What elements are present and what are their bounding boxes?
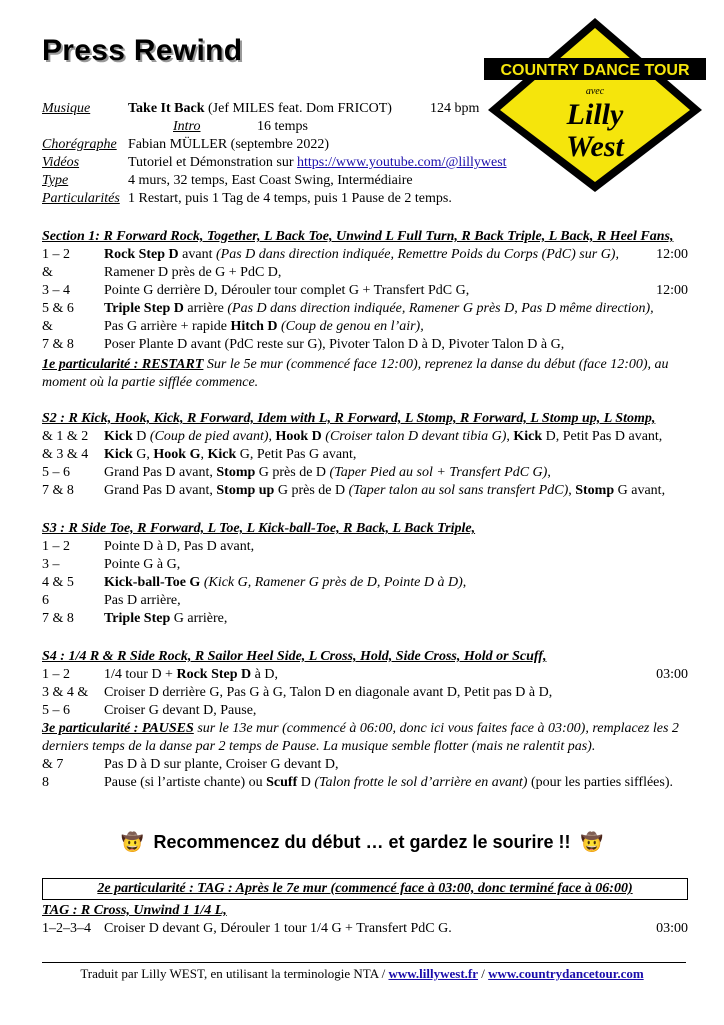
lillywest-link[interactable]: www.lillywest.fr <box>388 966 479 981</box>
info-videos: Vidéos Tutoriel et Démonstration sur https://www.youtube.com/@lillywest <box>42 155 507 170</box>
section4-title: S4 : 1/4 R & R Side Rock, R Sailor Heel Side, L Cross, Hold, Side Cross, Hold or Scuff, <box>42 649 547 664</box>
logo-name1: Lilly <box>566 98 624 131</box>
footer-divider <box>42 962 686 963</box>
tag-title: TAG : R Cross, Unwind 1 1/4 L, <box>42 903 227 918</box>
logo-top-text: COUNTRY DANCE TOUR <box>500 62 690 79</box>
section3-title: S3 : R Side Toe, R Forward, L Toe, L Kick-ball-Toe, R Back, L Back Triple, <box>42 521 476 536</box>
page-title: Press Rewind <box>42 34 243 67</box>
tag-step-1-time: 03:00 <box>656 921 688 936</box>
s1-step-time: 12:00 <box>656 247 688 262</box>
cowboy-icon: 🤠 <box>580 832 603 852</box>
restart-message: 🤠 Recommencez du début … et gardez le sourire !! 🤠 <box>121 832 603 852</box>
section2-title: S2 : R Kick, Hook, Kick, R Forward, Idem with L, R Forward, L Stomp, R Forward, L Stomp up, L Stomp, <box>42 411 656 426</box>
s1-step-time: 12:00 <box>656 283 688 298</box>
info-particularites: Particularités 1 Restart, puis 1 Tag de 4 temps, puis 1 Pause de 2 temps. <box>42 191 452 206</box>
cowboy-icon: 🤠 <box>121 832 144 852</box>
tag-box: 2e particularité : TAG : Après le 7e mur (commencé face à 03:00, donc terminé face à 06:00) <box>42 878 688 900</box>
logo-name2: West <box>566 130 624 163</box>
logo-avec: avec <box>585 86 605 97</box>
country-dance-tour-logo <box>484 14 706 194</box>
info-musique: Musique Take It Back (Jef MILES feat. Dom FRICOT) 124 bpm <box>42 101 480 116</box>
countrydancetour-link[interactable]: www.countrydancetour.com <box>488 966 644 981</box>
restart-note: 1e particularité : RESTART Sur le 5e mur (commencé face 12:00), reprenez la danse du début (face 12:00), au moment où la partie sifflée commence. <box>42 357 669 390</box>
footer: Traduit par Lilly WEST, en utilisant la terminologie NTA / www.lillywest.fr / www.countrydancetour.com <box>80 966 644 981</box>
info-type: Type 4 murs, 32 temps, East Coast Swing, Intermédiaire <box>42 173 413 188</box>
youtube-link[interactable]: https://www.youtube.com/@lillywest <box>297 155 507 170</box>
s4-step-1-time: 03:00 <box>656 667 688 682</box>
section1-title: Section 1: R Forward Rock, Together, L Back Toe, Unwind L Full Turn, R Back Triple, L Back, R Heel Fans, <box>42 229 674 244</box>
info-choreo: Chorégraphe Fabian MÜLLER (septembre 2022) <box>42 137 330 152</box>
pauses-note: 3e particularité : PAUSES sur le 13e mur (commencé à 06:00, donc ici vous faites face à 03:00), remplacez les 2 derniers temps de la danse par 2 temps de Pause. La musique semble flotter (mais ne ralentit pas). <box>42 721 679 754</box>
